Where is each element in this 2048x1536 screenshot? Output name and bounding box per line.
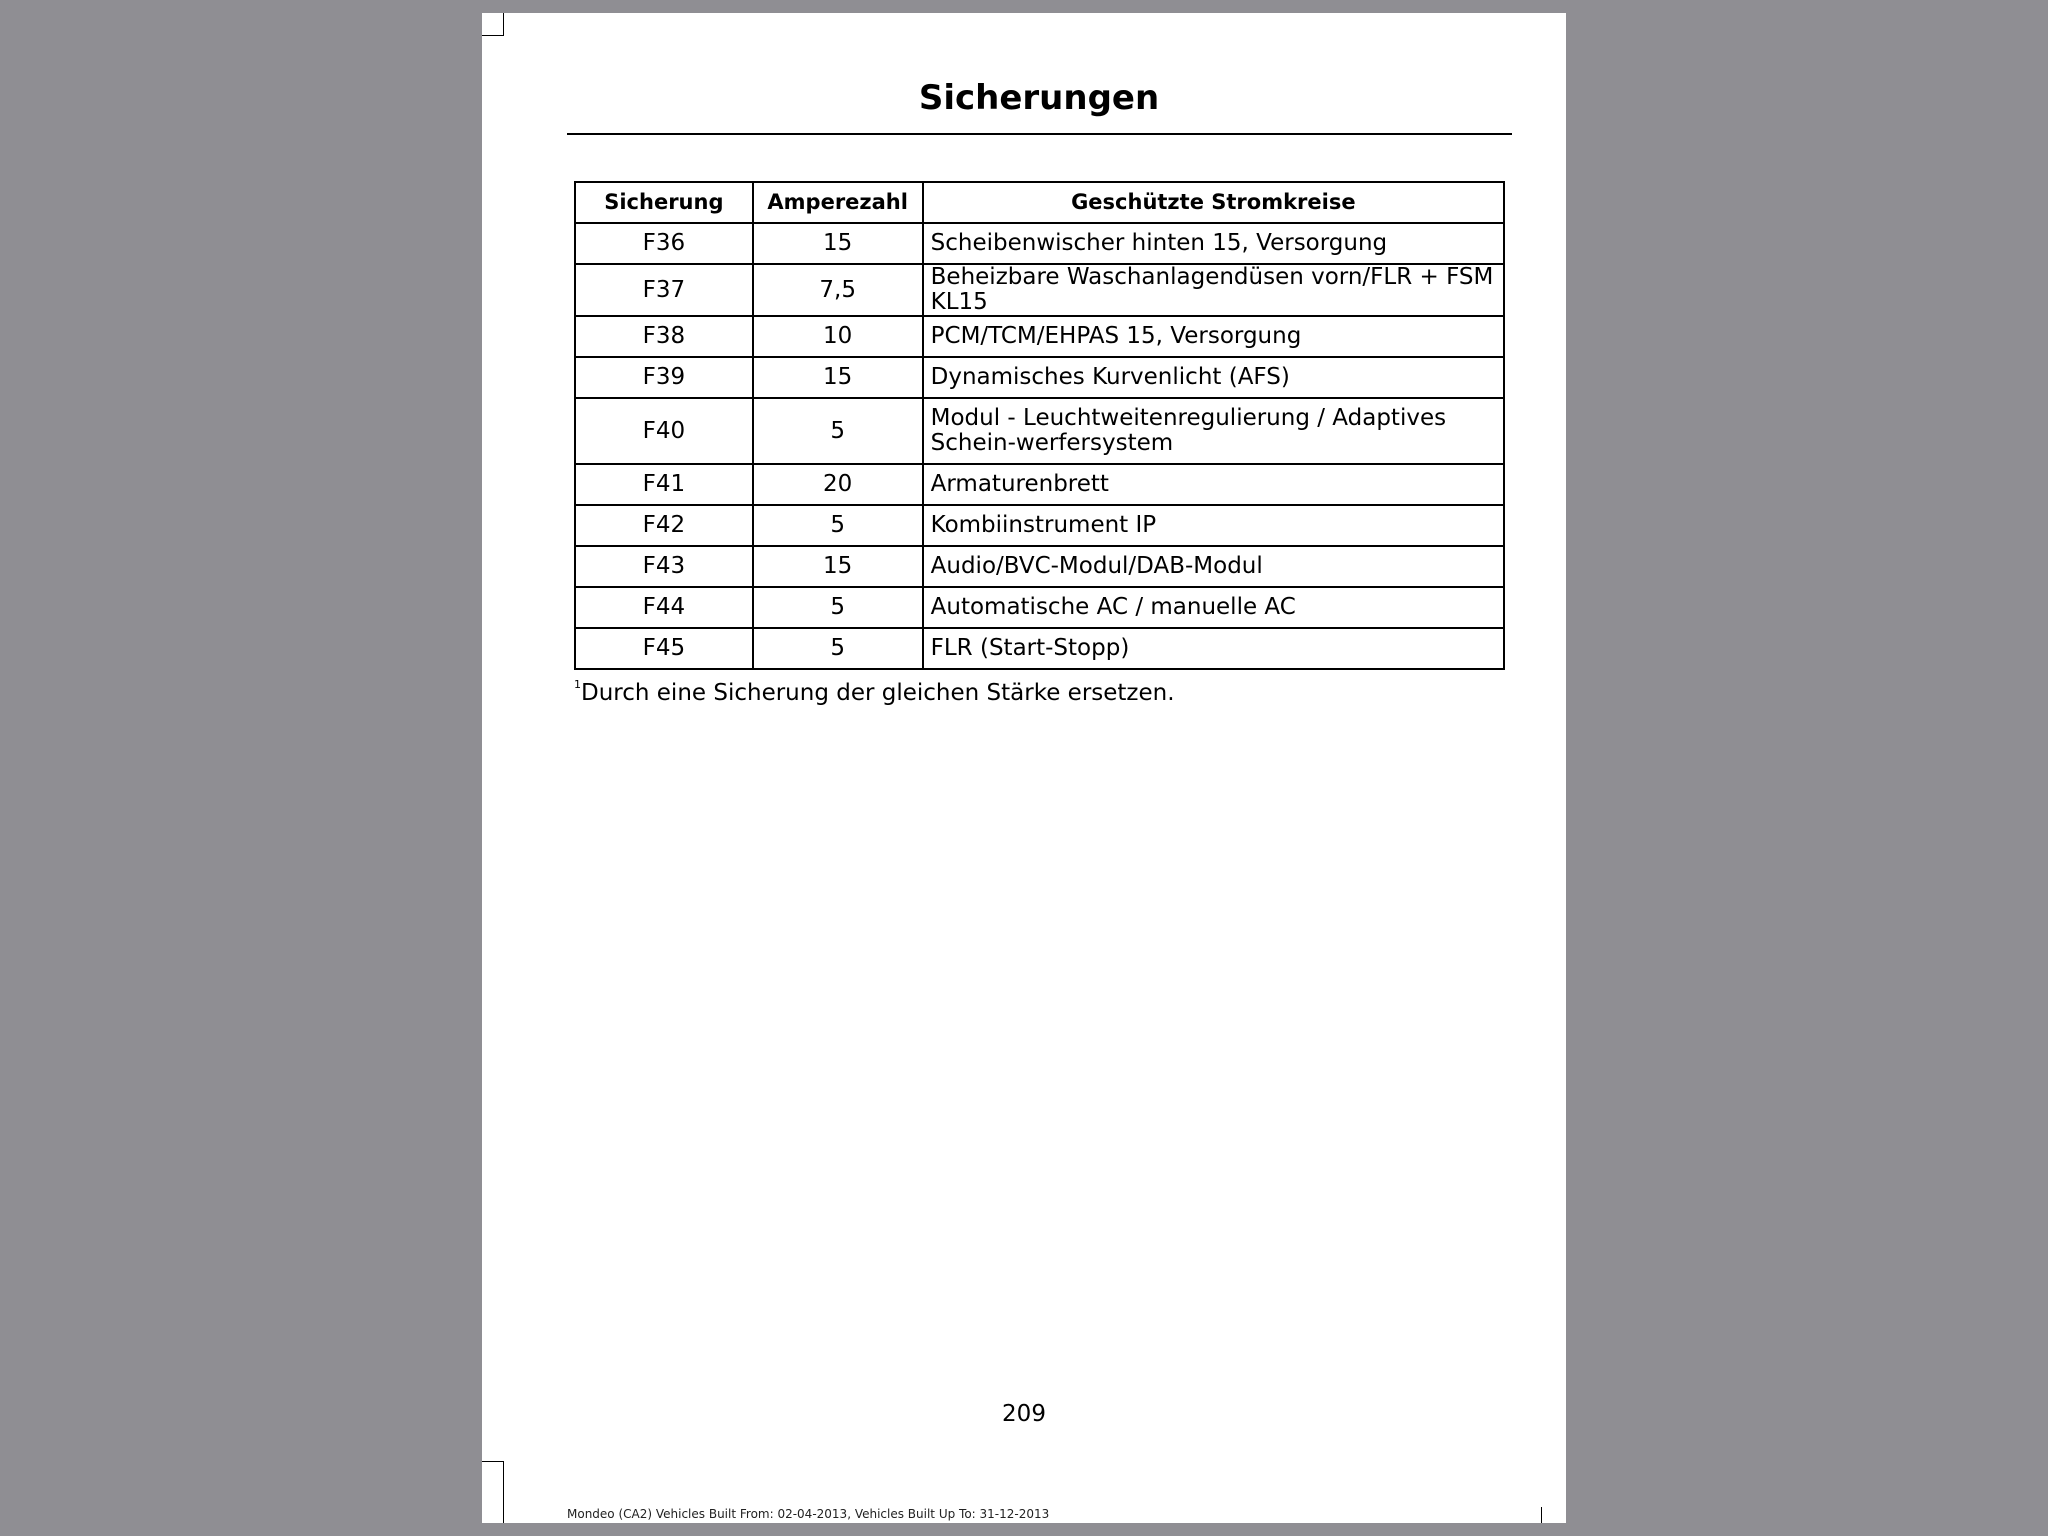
- cell-circuit: Kombiinstrument IP: [923, 505, 1504, 546]
- cell-amperage: 20: [753, 464, 923, 505]
- cell-circuit: Dynamisches Kurvenlicht (AFS): [923, 357, 1504, 398]
- column-header-fuse: Sicherung: [575, 182, 753, 223]
- document-page: [482, 13, 1566, 1523]
- cell-fuse: F37: [575, 264, 753, 316]
- cell-fuse: F42: [575, 505, 753, 546]
- cell-fuse: F43: [575, 546, 753, 587]
- table-row: [575, 398, 1504, 464]
- cell-circuit: Automatische AC / manuelle AC: [923, 587, 1504, 628]
- column-header-amperage: Amperezahl: [753, 182, 923, 223]
- cell-circuit: Beheizbare Waschanlagendüsen vorn/FLR + FSM KL15: [923, 264, 1504, 316]
- table-row: [575, 505, 1504, 546]
- cell-fuse: F45: [575, 628, 753, 669]
- cell-amperage: 5: [753, 628, 923, 669]
- table-footnote: [574, 679, 1175, 707]
- table-row: [575, 546, 1504, 587]
- title-divider: [567, 133, 1512, 135]
- cell-fuse: F36: [575, 223, 753, 264]
- table-row: [575, 357, 1504, 398]
- cell-amperage: 15: [753, 223, 923, 264]
- table-row: [575, 464, 1504, 505]
- footer-vehicle-note: Mondeo (CA2) Vehicles Built From: 02-04-2013, Vehicles Built Up To: 31-12-2013: [567, 1507, 1050, 1521]
- cell-circuit: Modul - Leuchtweitenregulierung / Adaptives Schein-werfersystem: [923, 398, 1504, 464]
- column-header-circuits: Geschützte Stromkreise: [923, 182, 1504, 223]
- table-header-row: [575, 182, 1504, 223]
- cell-fuse: F38: [575, 316, 753, 357]
- cell-fuse: F41: [575, 464, 753, 505]
- table-row: [575, 587, 1504, 628]
- fuse-table: [574, 181, 1505, 670]
- table-row: [575, 316, 1504, 357]
- cell-fuse: F44: [575, 587, 753, 628]
- cell-amperage: 15: [753, 357, 923, 398]
- cell-fuse: F39: [575, 357, 753, 398]
- cell-circuit: FLR (Start-Stopp): [923, 628, 1504, 669]
- cell-circuit: Armaturenbrett: [923, 464, 1504, 505]
- cell-circuit: PCM/TCM/EHPAS 15, Versorgung: [923, 316, 1504, 357]
- cell-fuse: F40: [575, 398, 753, 464]
- cell-amperage: 10: [753, 316, 923, 357]
- footnote-marker: 1: [574, 678, 581, 691]
- cell-circuit: Audio/BVC-Modul/DAB-Modul: [923, 546, 1504, 587]
- footnote-text: Durch eine Sicherung der gleichen Stärke ersetzen.: [581, 680, 1175, 706]
- cell-amperage: 15: [753, 546, 923, 587]
- crop-mark-bottom-left: [482, 1461, 504, 1523]
- cell-circuit: Scheibenwischer hinten 15, Versorgung: [923, 223, 1504, 264]
- page-number: 209: [1002, 1401, 1046, 1427]
- table-row: [575, 223, 1504, 264]
- cell-amperage: 5: [753, 587, 923, 628]
- cell-amperage: 5: [753, 398, 923, 464]
- table-row: [575, 264, 1504, 316]
- cell-amperage: 5: [753, 505, 923, 546]
- crop-mark-top-left: [482, 13, 504, 36]
- page-title: Sicherungen: [918, 78, 1160, 118]
- cell-amperage: 7,5: [753, 264, 923, 316]
- crop-mark-bottom-right: [1541, 1507, 1542, 1523]
- table-row: [575, 628, 1504, 669]
